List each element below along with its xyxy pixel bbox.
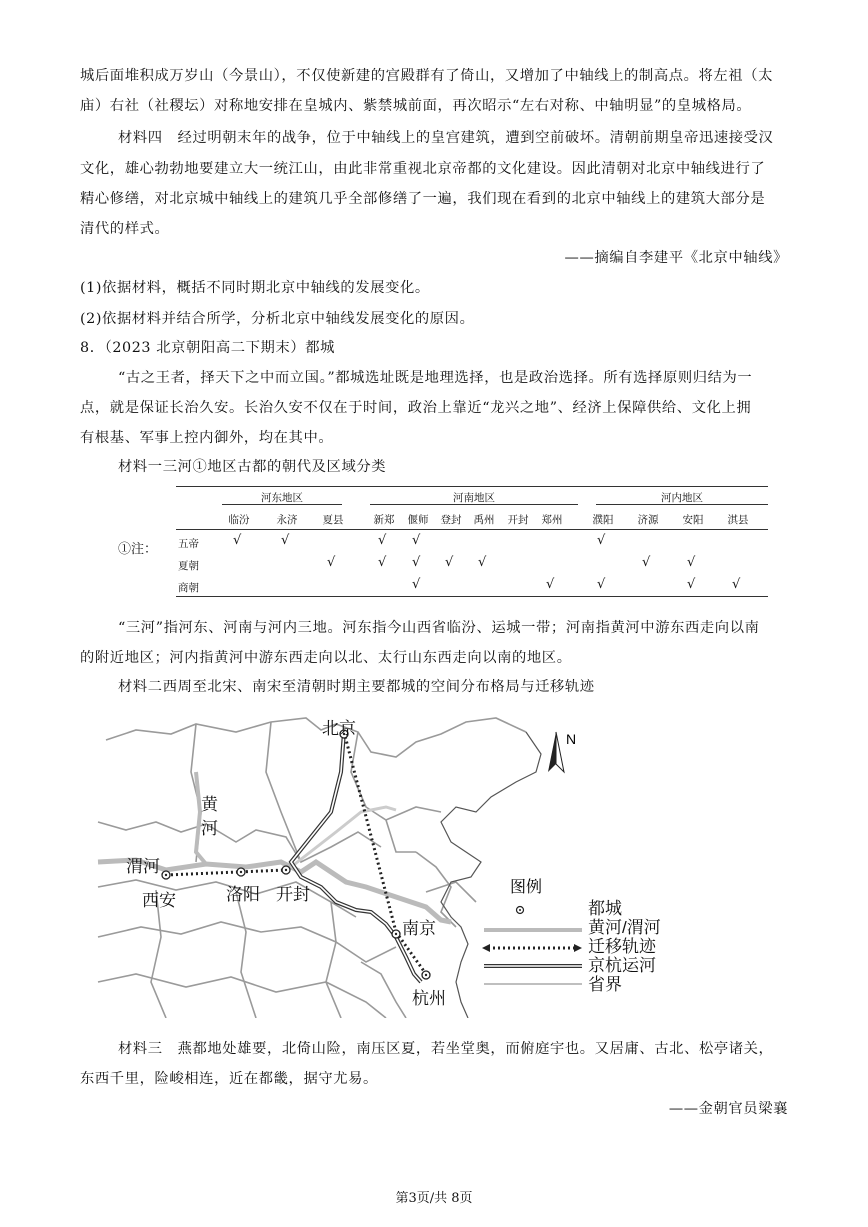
paragraph-line: 文化，雄心勃勃地要建立大一统江山，由此非常重视北京帝都的文化建设。因此清朝对北京中轴线进行了 <box>80 161 766 177</box>
table-city-header: 偃师 <box>407 514 429 526</box>
check-mark: √ <box>281 533 290 548</box>
table-note-label: ①注： <box>118 542 158 557</box>
table-city-header: 济源 <box>637 514 659 526</box>
region-header-henan: 河南地区 <box>453 492 495 504</box>
table-dynasty-label: 夏朝 <box>178 560 199 572</box>
paragraph-line: 点，就是保证长治久安。长治久安不仅在于时间，政治上靠近“龙兴之地”、经济上保障供给、文化上拥 <box>80 400 752 416</box>
check-mark: √ <box>687 555 696 570</box>
check-mark: √ <box>412 555 421 570</box>
legend-canal-label: 京杭运河 <box>588 956 656 975</box>
capital-migration-map <box>96 712 582 1018</box>
material-three-line: 材料三 燕都地处雄要，北倚山险，南压区夏，若坐堂奥，而俯庭宇也。又居庸、古北、松亭诸关， <box>118 1041 774 1057</box>
page-footer: 第3页/共 8页 <box>395 1191 473 1206</box>
label-xian: 西安 <box>142 891 176 910</box>
table-dynasty-label: 五帝 <box>178 538 199 550</box>
material-four-line: 材料四 经过明朝末年的战争，位于中轴线上的皇宫建筑，遭到空前破坏。清朝前期皇帝迅速接受汉 <box>118 130 774 146</box>
ancient-capitals-table <box>118 482 768 598</box>
check-mark: √ <box>412 533 421 548</box>
check-mark: √ <box>546 577 555 592</box>
check-mark: √ <box>378 533 387 548</box>
check-mark: √ <box>233 533 242 548</box>
label-he: 河 <box>201 819 218 838</box>
region-header-hedong: 河东地区 <box>261 492 303 504</box>
table-city-header: 临汾 <box>228 514 250 526</box>
table-city-header: 永济 <box>276 514 298 526</box>
check-mark: √ <box>445 555 454 570</box>
paragraph-line: 清代的样式。 <box>80 221 170 237</box>
legend-river-label: 黄河/渭河 <box>588 918 661 937</box>
label-luoyang: 洛阳 <box>226 885 260 904</box>
check-mark: √ <box>378 555 387 570</box>
legend-labels <box>588 899 661 994</box>
check-mark: √ <box>642 555 651 570</box>
question-2: (2)依据材料并结合所学，分析北京中轴线发展变化的原因。 <box>80 311 475 327</box>
table-city-header: 开封 <box>507 514 529 526</box>
check-mark: √ <box>597 533 606 548</box>
region-header-henei: 河内地区 <box>661 492 703 504</box>
legend-border-label: 省界 <box>588 975 622 994</box>
legend-track-label: 迁移轨迹 <box>588 937 656 956</box>
note-line: “三河”指河东、河南与河内三地。河东指今山西省临汾、运城一带；河南指黄河中游东西走向以南 <box>118 620 760 636</box>
label-weihe: 渭河 <box>126 857 160 876</box>
table-city-header: 淇县 <box>727 514 749 526</box>
paragraph-line: 有根基、军事上控内御外，均在其中。 <box>80 430 334 446</box>
material-two-title: 材料二西周至北宋、南宋至清朝时期主要都城的空间分布格局与迁移轨迹 <box>118 679 595 695</box>
table-city-header: 新郑 <box>373 514 395 526</box>
label-nanjing: 南京 <box>402 919 436 938</box>
legend-title: 图例 <box>510 879 543 896</box>
label-beijing: 北京 <box>322 719 356 738</box>
table-dynasty-label: 商朝 <box>178 582 199 594</box>
question-1: (1)依据材料，概括不同时期北京中轴线的发展变化。 <box>80 280 430 296</box>
table-city-header: 安阳 <box>682 514 704 526</box>
label-hangzhou: 杭州 <box>412 989 446 1008</box>
material-one-title: 材料一三河①地区古都的朝代及区域分类 <box>118 459 387 475</box>
north-label: N <box>566 731 577 747</box>
paragraph-line: 城后面堆积成万岁山（今景山），不仅使新建的宫殿群有了倚山，又增加了中轴线上的制高点。将左祖（太 <box>80 68 773 84</box>
check-mark: √ <box>732 577 741 592</box>
paragraph-line: 精心修缮，对北京城中轴线上的建筑几乎全部修缮了一遍，我们现在看到的北京中轴线上的建筑大部分是 <box>80 191 766 207</box>
table-city-header: 禹州 <box>473 514 495 526</box>
label-kaifeng: 开封 <box>276 885 310 904</box>
paragraph-line: “古之王者，择天下之中而立国。”都城选址既是地理选择，也是政治选择。所有选择原则归结为一 <box>118 370 753 386</box>
note-line: 的附近地区；河内指黄河中游东西走向以北、太行山东西走向以南的地区。 <box>80 650 572 666</box>
paragraph-line: 东西千里，险峻相连，近在都畿，据守尤易。 <box>80 1071 378 1087</box>
table-city-header: 郑州 <box>541 514 563 526</box>
check-mark: √ <box>597 577 606 592</box>
source-citation: ——摘编自李建平《北京中轴线》 <box>564 250 788 266</box>
check-mark: √ <box>687 577 696 592</box>
check-mark: √ <box>327 555 336 570</box>
question-8-title: 8．（2023 北京朝阳高二下期末）都城 <box>80 340 336 356</box>
check-mark: √ <box>412 577 421 592</box>
table-city-header: 濮阳 <box>592 514 614 526</box>
table-city-header: 夏县 <box>322 514 344 526</box>
legend-capital-label: 都城 <box>588 899 622 918</box>
paragraph-line: 庙）右社（社稷坛）对称地安排在皇城内、紫禁城前面，再次昭示“左右对称、中轴明显”的皇城格局。 <box>80 98 752 114</box>
source-citation: ——金朝官员梁襄 <box>668 1101 788 1117</box>
check-mark: √ <box>478 555 487 570</box>
label-huang: 黄 <box>201 795 218 814</box>
table-city-header: 登封 <box>440 514 462 526</box>
